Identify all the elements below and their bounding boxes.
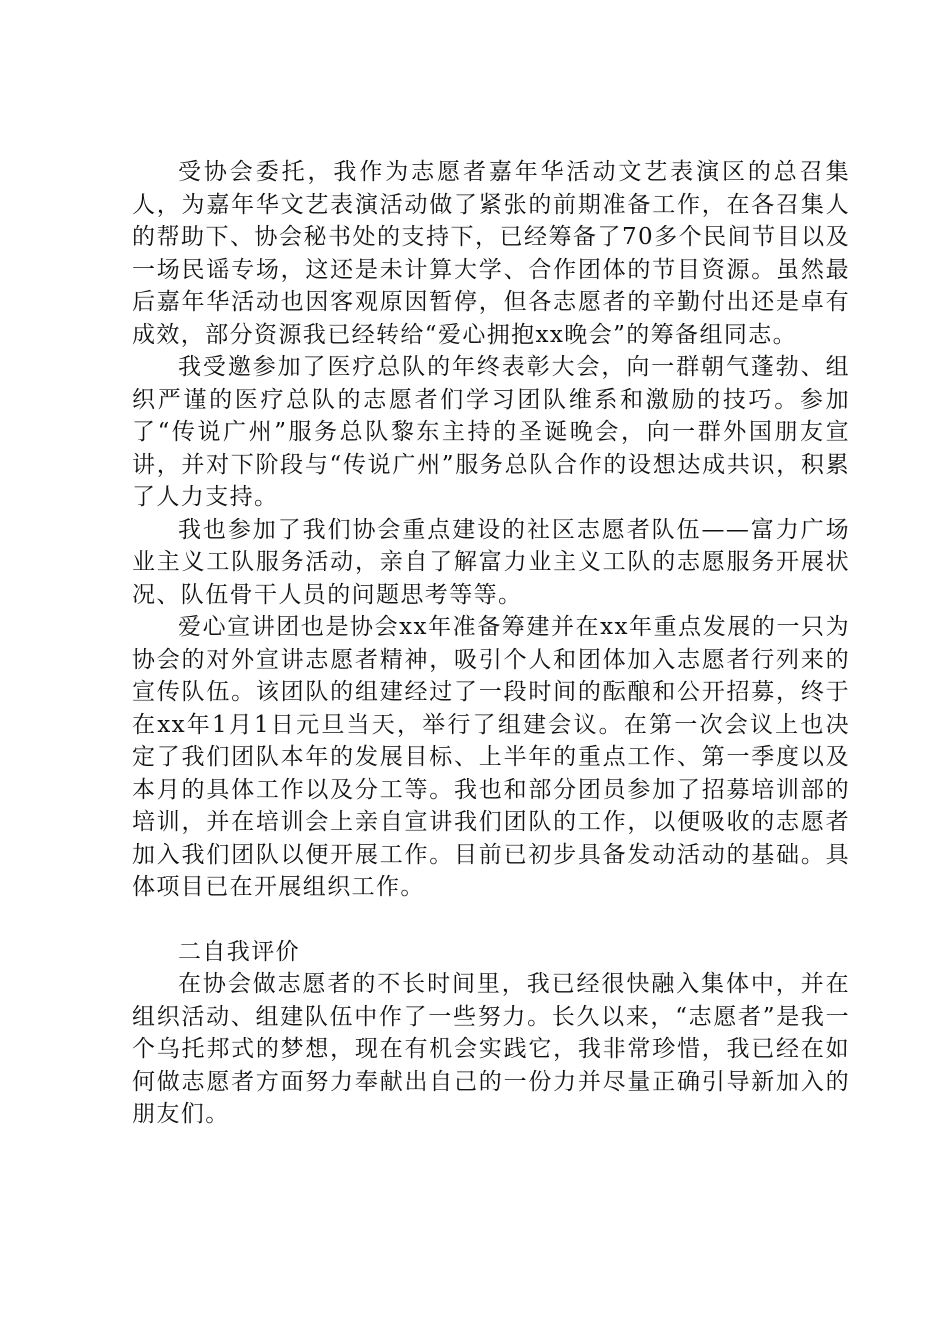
body-paragraph: 我也参加了我们协会重点建设的社区志愿者队伍——富力广场业主义工队服务活动，亲自了解富力业主义工队的志愿服务开展状况、队伍骨干人员的问题思考等等。 bbox=[132, 516, 850, 608]
body-paragraph: 受协会委托，我作为志愿者嘉年华活动文艺表演区的总召集人，为嘉年华文艺表演活动做了紧张的前期准备工作，在各召集人的帮助下、协会秘书处的支持下，已经筹备了70多个民间节目以及一场民谣专场，这还是未计算大学、合作团体的节目资源。虽然最后嘉年华活动也因客观原因暂停，但各志愿者的辛勤付出还是卓有成效，部分资源我已经转给“爱心拥抱xx晚会”的筹备组同志。 bbox=[132, 159, 850, 348]
section-heading: 二自我评价 bbox=[178, 938, 300, 965]
document-page bbox=[132, 156, 850, 1131]
section-paragraph: 在协会做志愿者的不长时间里，我已经很快融入集体中，并在组织活动、组建队伍中作了一些努力。长久以来，“志愿者”是我一个乌托邦式的梦想，现在有机会实践它，我非常珍惜，我已经在如何做志愿者方面努力奉献出自己的一份力并尽量正确引导新加入的朋友们。 bbox=[132, 971, 850, 1127]
body-paragraph: 我受邀参加了医疗总队的年终表彰大会，向一群朝气蓬勃、组织严谨的医疗总队的志愿者们学习团队维系和激励的技巧。参加了“传说广州”服务总队黎东主持的圣诞晚会，向一群外国朋友宣讲，并对下阶段与“传说广州”服务总队合作的设想达成共识，积累了人力支持。 bbox=[132, 354, 850, 510]
body-paragraph: 爱心宣讲团也是协会xx年准备筹建并在xx年重点发展的一只为协会的对外宣讲志愿者精神，吸引个人和团体加入志愿者行列来的宣传队伍。该团队的组建经过了一段时间的酝酿和公开招募，终于在xx年1月1日元旦当天，举行了组建会议。在第一次会议上也决定了我们团队本年的发展目标、上半年的重点工作、第一季度以及本月的具体工作以及分工等。我也和部分团员参加了招募培训部的培训，并在培训会上亲自宣讲我们团队的工作，以便吸收的志愿者加入我们团队以便开展工作。目前已初步具备发动活动的基础。具体项目已在开展组织工作。 bbox=[132, 614, 850, 900]
